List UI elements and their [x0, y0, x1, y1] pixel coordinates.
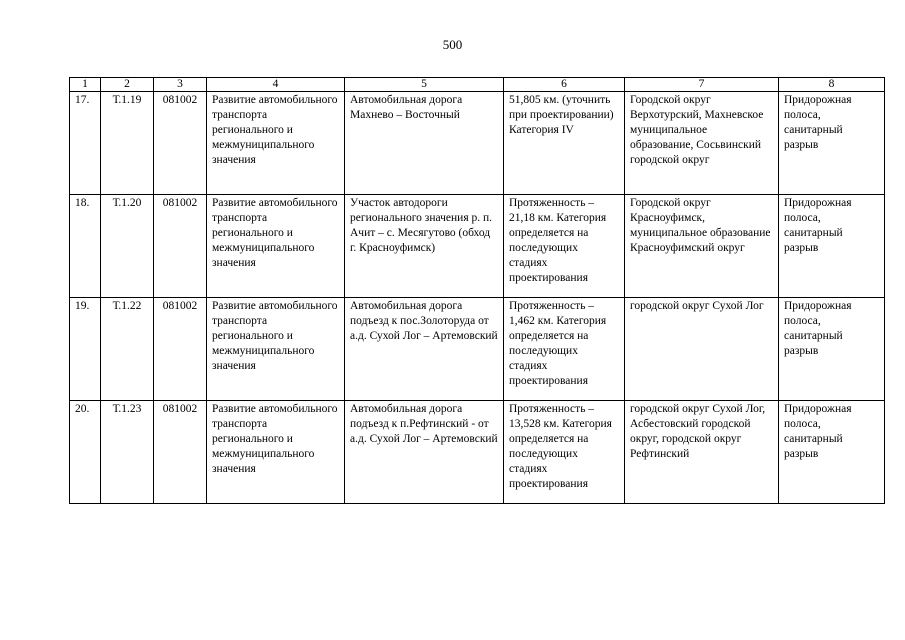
- classifier-code: 081002: [154, 195, 207, 298]
- characteristics-cell: Протяженность – 13,528 км. Категория определяется на последующих стадиях проектирования: [504, 401, 625, 504]
- objects-table: [69, 77, 885, 504]
- table-row: [70, 401, 885, 504]
- zone-cell: Придорожная полоса, санитарный разрыв: [779, 195, 885, 298]
- column-header-7: 7: [625, 78, 779, 92]
- purpose-cell: Развитие автомобильного транспорта регионального и межмуниципального значения: [207, 401, 345, 504]
- characteristics-cell: Протяженность – 21,18 км. Категория определяется на последующих стадиях проектирования: [504, 195, 625, 298]
- classifier-code: 081002: [154, 401, 207, 504]
- location-cell: Городской округ Красноуфимск, муниципальное образование Красноуфимский округ: [625, 195, 779, 298]
- object-code: Т.1.22: [101, 298, 154, 401]
- characteristics-cell: 51,805 км. (уточнить при проектировании) Категория IV: [504, 92, 625, 195]
- column-header-3: 3: [154, 78, 207, 92]
- object-code: Т.1.20: [101, 195, 154, 298]
- classifier-code: 081002: [154, 92, 207, 195]
- row-number: 18.: [70, 195, 101, 298]
- column-header-2: 2: [101, 78, 154, 92]
- object-name-cell: Участок автодороги регионального значения р. п. Ачит – с. Месягутово (обход г. Красноуфимск): [345, 195, 504, 298]
- object-name-cell: Автомобильная дорога Махнево – Восточный: [345, 92, 504, 195]
- zone-cell: Придорожная полоса, санитарный разрыв: [779, 298, 885, 401]
- classifier-code: 081002: [154, 298, 207, 401]
- purpose-cell: Развитие автомобильного транспорта регионального и межмуниципального значения: [207, 195, 345, 298]
- column-header-6: 6: [504, 78, 625, 92]
- column-header-5: 5: [345, 78, 504, 92]
- column-header-1: 1: [70, 78, 101, 92]
- location-cell: городской округ Сухой Лог: [625, 298, 779, 401]
- zone-cell: Придорожная полоса, санитарный разрыв: [779, 401, 885, 504]
- table-row: [70, 92, 885, 195]
- column-header-4: 4: [207, 78, 345, 92]
- page-number: 500: [442, 37, 463, 52]
- purpose-cell: Развитие автомобильного транспорта регионального и межмуниципального значения: [207, 92, 345, 195]
- characteristics-cell: Протяженность – 1,462 км. Категория определяется на последующих стадиях проектирования: [504, 298, 625, 401]
- object-code: Т.1.19: [101, 92, 154, 195]
- object-name-cell: Автомобильная дорога подъезд к пос.Золоторуда от а.д. Сухой Лог – Артемовский: [345, 298, 504, 401]
- table-row: [70, 195, 885, 298]
- column-header-8: 8: [779, 78, 885, 92]
- row-number: 19.: [70, 298, 101, 401]
- location-cell: Городской округ Верхотурский, Махневское муниципальное образование, Сосьвинский городской округ: [625, 92, 779, 195]
- location-cell: городской округ Сухой Лог, Асбестовский городской округ, городской округ Рефтинский: [625, 401, 779, 504]
- object-code: Т.1.23: [101, 401, 154, 504]
- object-name-cell: Автомобильная дорога подъезд к п.Рефтинский - от а.д. Сухой Лог – Артемовский: [345, 401, 504, 504]
- table-row: [70, 298, 885, 401]
- zone-cell: Придорожная полоса, санитарный разрыв: [779, 92, 885, 195]
- row-number: 20.: [70, 401, 101, 504]
- header-row: [70, 78, 885, 92]
- row-number: 17.: [70, 92, 101, 195]
- purpose-cell: Развитие автомобильного транспорта регионального и межмуниципального значения: [207, 298, 345, 401]
